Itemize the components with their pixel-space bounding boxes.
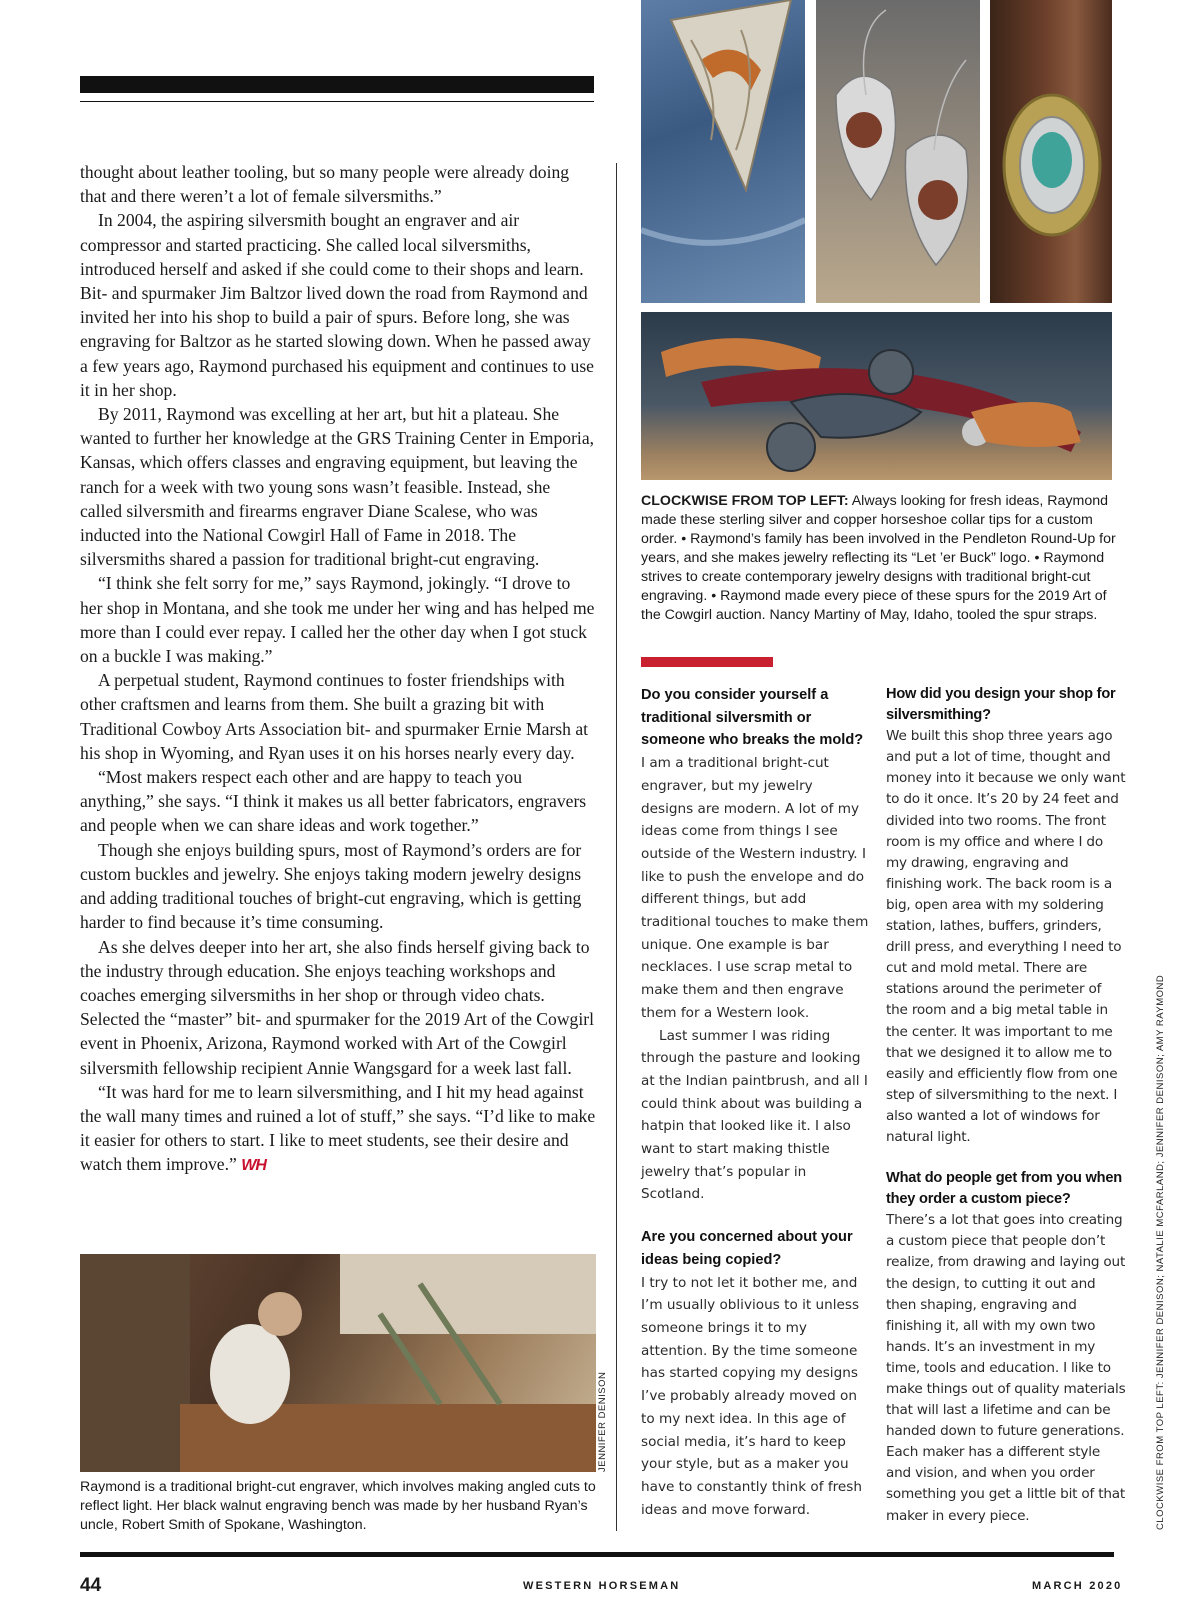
photos-caption	[641, 492, 1117, 625]
article-paragraph: thought about leather tooling, but so many people were already doing that and there weren’t a lot of female silversmiths.”	[80, 162, 570, 207]
qa-answer: Last summer I was riding through the pasture and looking at the Indian paintbrush, and all I could think about was building a hatpin that looked like it. I also want to start making thistle jewelry that’s popular in Scotland.	[641, 1027, 868, 1203]
footer-rule	[80, 1552, 1114, 1557]
article-paragraph: In 2004, the aspiring silversmith bought an engraver and air compressor and started practicing. She called local silversmiths, introduced herself and asked if she could come to their shops and learn. Bit- and spurmaker Jim Baltzor lived down the road from Raymond and invited her into his shop to build a pair of spurs. Before long, she was engraving for Baltzor as he started slowing down. When he passed away a few years ago, Raymond purchased his equipment and continues to use it in her shop.	[80, 210, 594, 400]
column-divider	[616, 163, 617, 1531]
photo-credits-sidebar: CLOCKWISE FROM TOP LEFT: JENNIFER DENISON; NATALIE MCFARLAND; JENNIFER DENISON; AMY RAYMOND	[1155, 974, 1166, 1530]
qa-column-left	[641, 684, 869, 1521]
bench-photo-caption: Raymond is a traditional bright-cut engraver, which involves making angled cuts to reflect light. Her black walnut engraving bench was made by her husband Ryan’s uncle, Robert Smith of Spokane, Washington.	[80, 1479, 596, 1533]
spurs-photo	[641, 312, 1112, 480]
earrings-photo	[816, 0, 980, 303]
ring-photo	[990, 0, 1112, 303]
issue-date: MARCH 2020	[1032, 1580, 1123, 1592]
qa-answer: I am a traditional bright-cut engraver, but my jewelry designs are modern. A lot of my ideas come from things I see outside of the Western industry. I like to push the envelope and do different things, but add traditional touches to make them unique. One example is bar necklaces. I use scrap metal to make them and then engrave them for a Western look.	[641, 755, 869, 1021]
article-paragraph: Though she enjoys building spurs, most of Raymond’s orders are for custom buckles and jewelry. She enjoys taking modern jewelry designs and adding traditional touches of bright-cut engraving, which is getting harder to find because it’s time consuming.	[80, 839, 582, 933]
wh-end-mark-icon: WH	[241, 1157, 266, 1175]
qa-answer: There’s a lot that goes into creating a custom piece that people don’t realize, from drawing and laying out the design, to cutting it out and then shaping, engraving and finishing it, all with my own two hands. It’s an investment in my time, tools and education. I like to make things out of quality materials that will last a lifetime and can be handed down to future generations. Each maker has a different style and vision, and when you order something you get a little bit of that maker in every piece.	[886, 1212, 1126, 1524]
bench-photo-credit: JENNIFER DENISON	[597, 1371, 608, 1472]
qa-column-right	[886, 684, 1126, 1527]
header-rule-thick	[80, 76, 594, 93]
qa-answer: We built this shop three years ago and put a lot of time, thought and money into it because we only want to do it once. It’s 20 by 24 feet and divided into two rooms. The front room is my office and where I do my drawing, engraving and finishing work. The back room is a big, open area with my soldering station, lathes, buffers, grinders, drill press, and everything I need to cut and mold metal. There are stations around the perimeter of the room and a big metal table in the center. It was important to me that we designed it to allow me to easily and efficiently flow from one step of silversmithing to the next. I also wanted a lot of windows for natural light.	[886, 728, 1126, 1145]
article-body	[80, 160, 596, 1179]
article-paragraph-text: “It was hard for me to learn silversmithing, and I hit my head against the wall many times and ruined a lot of stuff,” she says. “I’d like to make it easier for others to start. I like to meet students, see their desire and watch them improve.”	[80, 1081, 596, 1175]
qa-answer: I try to not let it bother me, and I’m usually oblivious to it unless someone brings it to my attention. By the time someone has started copying my designs I’ve probably already moved on to my next idea. In this age of social media, it’s hard to keep your style, but as a maker you have to constantly think of fresh ideas and move forward.	[641, 1274, 862, 1518]
qa-question: What do people get from you when they order a custom piece?	[886, 1170, 1123, 1208]
qa-question: How did you design your shop for silversmithing?	[886, 686, 1116, 724]
page-number: 44	[80, 1575, 102, 1596]
header-rule-thin	[80, 101, 594, 102]
magazine-name: WESTERN HORSEMAN	[523, 1580, 681, 1592]
article-paragraph-last	[80, 1080, 596, 1179]
article-paragraph: “Most makers respect each other and are happy to teach you anything,” she says. “I think it makes us all better fabricators, engravers and people when we can share ideas and work together.”	[80, 767, 587, 836]
caption-body: Always looking for fresh ideas, Raymond made these sterling silver and copper horseshoe collar tips for a custom order. • Raymond’s family has been involved in the Pendleton Round-Up for years, and she makes jewelry reflecting its “Let ’er Buck” logo. • Raymond strives to create contemporary jewelry designs with traditional bright-cut engraving. • Raymond made every piece of these spurs for the 2019 Art of the Cowgirl auction. Nancy Martiny of May, Idaho, tooled the spur straps.	[641, 493, 1116, 623]
qa-spacer	[641, 1206, 869, 1226]
article-paragraph: By 2011, Raymond was excelling at her art, but hit a plateau. She wanted to further her knowledge at the GRS Training Center in Emporia, Kansas, which offers classes and engraving equipment, but leaving the ranch for a week with two young sons wasn’t feasible. Instead, she called silversmith and firearms engraver Diane Scalese, who was inducted into the National Cowgirl Hall of Fame in 2018. The silversmiths shared a passion for traditional bright-cut engraving.	[80, 404, 595, 570]
article-paragraph: “I think she felt sorry for me,” says Raymond, jokingly. “I drove to her shop in Montana, and she took me under her wing and has helped me more than I could ever repay. I called her the other day when I got stuck on a buckle I was making.”	[80, 573, 595, 667]
qa-question: Do you consider yourself a traditional silversmith or someone who breaks the mold?	[641, 687, 864, 749]
article-paragraph: A perpetual student, Raymond continues to foster friendships with other craftsmen and learns from them. She built a grazing bit with Traditional Cowboy Arts Association bit- and spurmaker Ernie Marsh at his shop in Wyoming, and Ryan uses it on his horses nearly every day.	[80, 670, 589, 763]
qa-spacer	[886, 1148, 1126, 1168]
collar-tips-photo	[641, 0, 805, 303]
engraving-bench-photo	[80, 1254, 596, 1472]
caption-lead: CLOCKWISE FROM TOP LEFT:	[641, 493, 849, 509]
qa-accent-bar	[641, 657, 773, 667]
qa-question: Are you concerned about your ideas being copied?	[641, 1229, 853, 1268]
article-paragraph: As she delves deeper into her art, she also finds herself giving back to the industry through education. She enjoys teaching workshops and coaches emerging silversmiths in her shop or through video chats. Selected the “master” bit- and spurmaker for the 2019 Art of the Cowgirl event in Phoenix, Arizona, Raymond worked with Art of the Cowgirl silversmith fellowship recipient Annie Wangsgard for a week last fall.	[80, 936, 594, 1078]
